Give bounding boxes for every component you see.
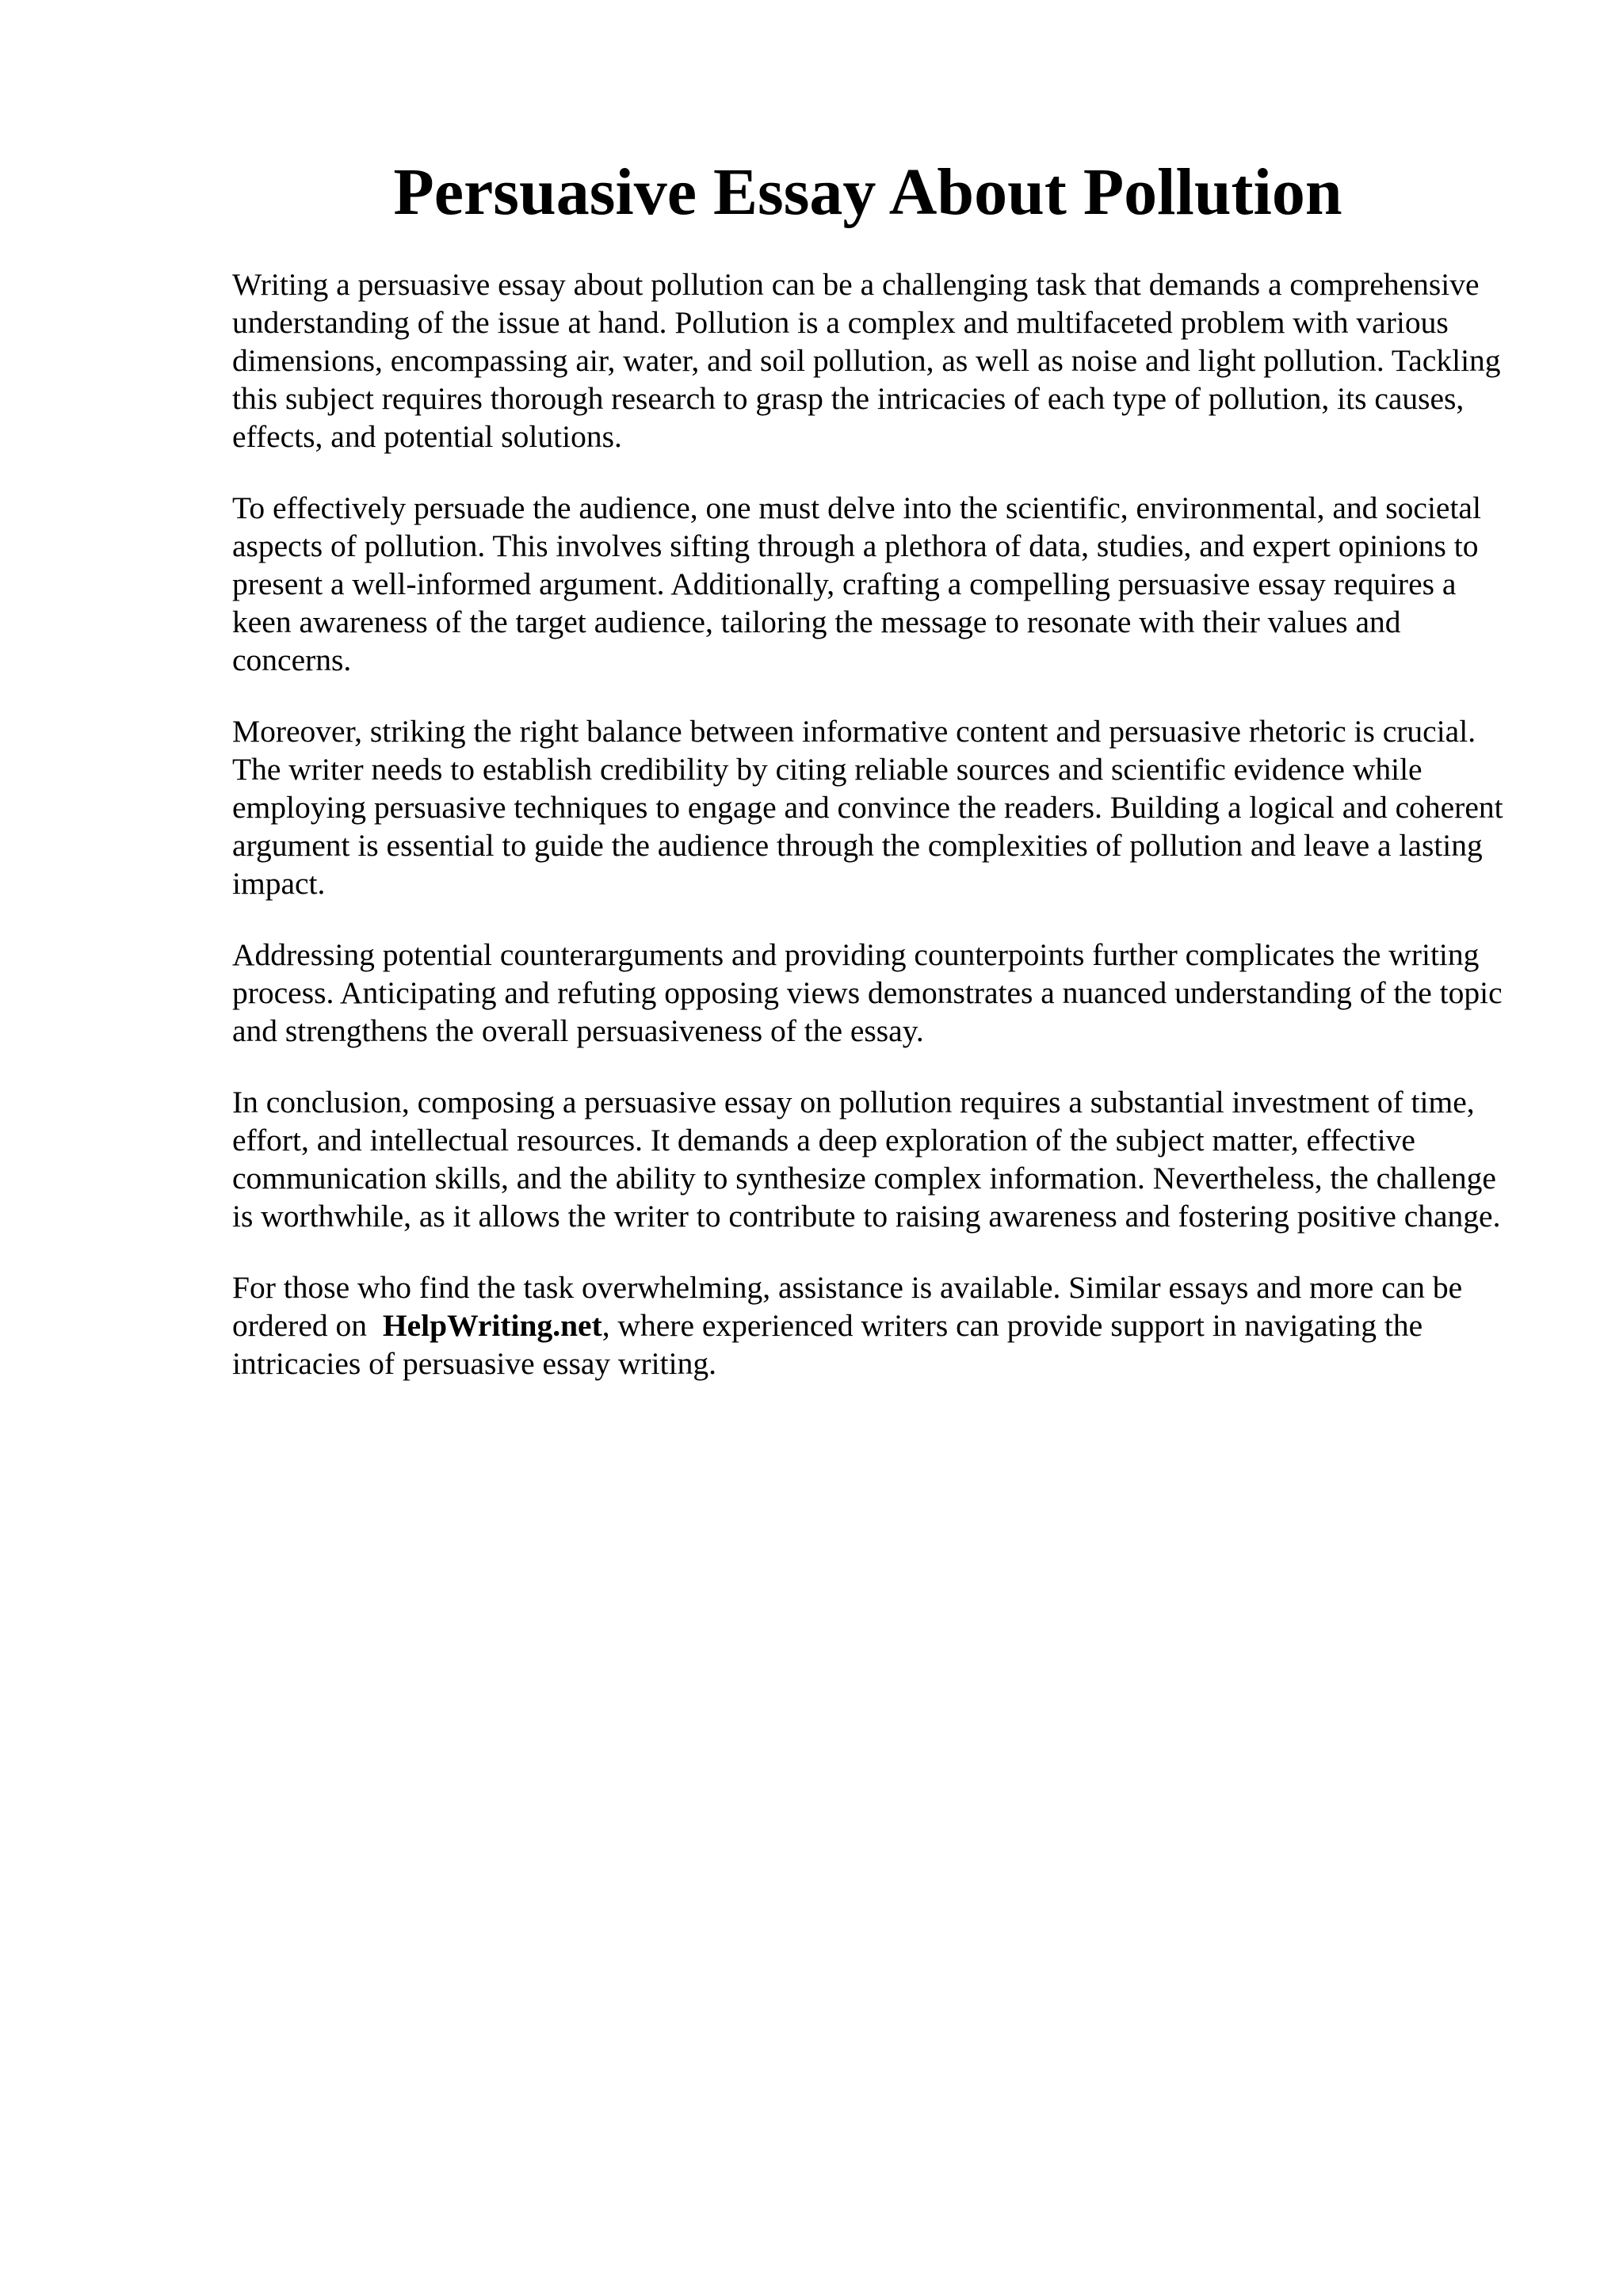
paragraph-6-text-after: , where experienced writers can provide support in navigating the intricacies of persuasive essay writing.	[232, 1308, 1423, 1381]
helpwriting-link[interactable]: HelpWriting.net	[382, 1308, 602, 1343]
paragraph-1: Writing a persuasive essay about pollution can be a challenging task that demands a comprehensive understanding of the issue at hand. Pollution is a complex and multifaceted problem with various dimensions, encompassing air, water, and soil pollution, as well as noise and light pollution. Tackling this subject requires thorough research to grasp the intricacies of each type of pollution, its causes, effects, and potential solutions.	[232, 267, 1501, 454]
paragraph-6	[232, 1268, 1516, 1383]
page-title: Persuasive Essay About Pollution	[393, 155, 1342, 229]
essay-body	[232, 265, 1516, 1416]
paragraph-6-text-before: For those who find the task overwhelming, assistance is available. Similar essays and more can be ordered on	[232, 1270, 1463, 1343]
paragraph-3: Moreover, striking the right balance between informative content and persuasive rhetoric is crucial. The writer needs to establish credibility by citing reliable sources and scientific evidence while employing persuasive techniques to engage and convince the readers. Building a logical and coherent argument is essential to guide the audience through the complexities of pollution and leave a lasting impact.	[232, 714, 1503, 901]
paragraph-4: Addressing potential counterarguments and providing counterpoints further complicates the writing process. Anticipating and refuting opposing views demonstrates a nuanced understanding of the topic and strengthens the overall persuasiveness of the essay.	[232, 937, 1503, 1048]
paragraph-5: In conclusion, composing a persuasive essay on pollution requires a substantial investment of time, effort, and intellectual resources. It demands a deep exploration of the subject matter, effective communication skills, and the ability to synthesize complex information. Nevertheless, the challenge is worthwhile, as it allows the writer to contribute to raising awareness and fostering positive change.	[232, 1085, 1501, 1234]
paragraph-2: To effectively persuade the audience, one must delve into the scientific, environmental, and societal aspects of pollution. This involves sifting through a plethora of data, studies, and expert opinions to present a well-informed argument. Additionally, crafting a compelling persuasive essay requires a keen awareness of the target audience, tailoring the message to resonate with their values and concerns.	[232, 490, 1481, 677]
